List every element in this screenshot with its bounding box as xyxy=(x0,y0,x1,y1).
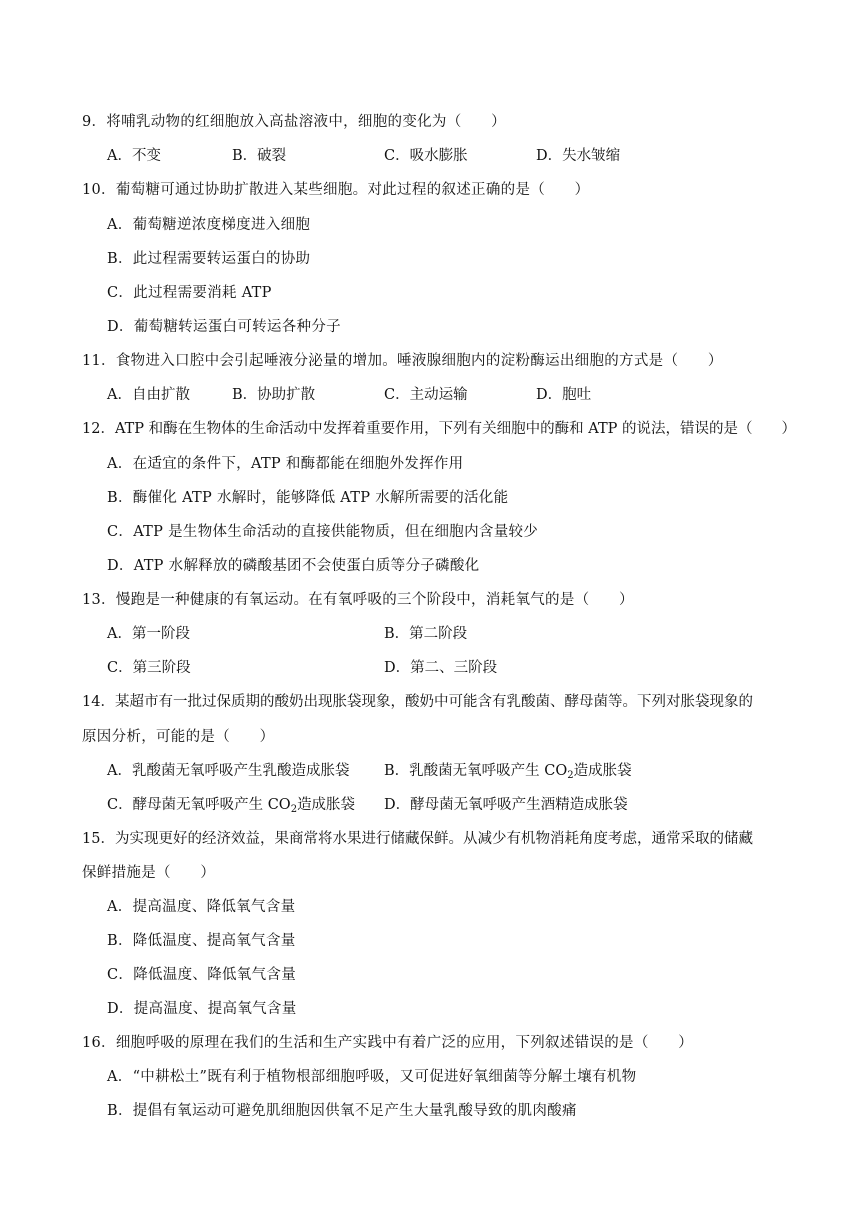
q15-option-c: C．降低温度、降低氧气含量 xyxy=(107,967,296,983)
q9-option-a: A．不变 xyxy=(107,148,161,164)
question-15-stem-continued: 保鲜措施是（ ） xyxy=(82,865,216,881)
q10-option-b: B．此过程需要转运蛋白的协助 xyxy=(107,251,311,267)
q14-option-c: C．酵母菌无氧呼吸产生 $CO_2$造成胀袋 xyxy=(107,797,356,815)
q10-option-c: C．此过程需要消耗 ATP xyxy=(107,285,272,301)
q11-option-d: D．胞吐 xyxy=(536,387,592,403)
q14-option-b: B．乳酸菌无氧呼吸产生 $CO_2$造成胀袋 xyxy=(384,763,632,781)
q13-option-a: A．第一阶段 xyxy=(107,626,190,642)
q15-option-b: B．降低温度、提高氧气含量 xyxy=(107,933,296,949)
question-12-stem: 12．ATP 和酶在生物体的生命活动中发挥着重要作用，下列有关细胞中的酶和 ATP 的说法，错误的是（ ） xyxy=(82,421,796,437)
q12-option-b: B．酶催化 ATP 水解时，能够降低 ATP 水解所需要的活化能 xyxy=(107,490,509,506)
q14-option-d: D．酵母菌无氧呼吸产生酒精造成胀袋 xyxy=(384,797,628,813)
q13-option-c: C．第三阶段 xyxy=(107,660,191,676)
q10-option-a: A．葡萄糖逆浓度梯度进入细胞 xyxy=(107,217,311,233)
question-10-stem: 10．葡萄糖可通过协助扩散进入某些细胞。对此过程的叙述正确的是（ ） xyxy=(82,182,590,198)
q16-option-a: A．“中耕松土”既有利于植物根部细胞呼吸，又可促进好氧细菌等分解土壤有机物 xyxy=(107,1069,637,1085)
q12-option-c: C．ATP 是生物体生命活动的直接供能物质，但在细胞内含量较少 xyxy=(107,524,539,540)
question-14-stem: 14．某超市有一批过保质期的酸奶出现胀袋现象，酸奶中可能含有乳酸菌、酵母菌等。下列对胀袋现象的 xyxy=(82,694,753,710)
q13-option-b: B．第二阶段 xyxy=(384,626,468,642)
question-13-stem: 13．慢跑是一种健康的有氧运动。在有氧呼吸的三个阶段中，消耗氧气的是（ ） xyxy=(82,592,634,608)
question-14-stem-continued: 原因分析，可能的是（ ） xyxy=(82,729,275,745)
q12-option-a: A．在适宜的条件下，ATP 和酶都能在细胞外发挥作用 xyxy=(107,456,464,472)
q10-option-d: D．葡萄糖转运蛋白可转运各种分子 xyxy=(107,319,341,335)
q13-option-d: D．第二、三阶段 xyxy=(384,660,498,676)
q15-option-d: D．提高温度、提高氧气含量 xyxy=(107,1001,297,1017)
q11-option-b: B．协助扩散 xyxy=(232,387,316,403)
q14-option-a: A．乳酸菌无氧呼吸产生乳酸造成胀袋 xyxy=(107,763,350,779)
question-15-stem: 15．为实现更好的经济效益，果商常将水果进行储藏保鲜。从减少有机物消耗角度考虑，通常采取的储藏 xyxy=(82,831,753,847)
q11-option-c: C．主动运输 xyxy=(384,387,468,403)
q16-option-b: B．提倡有氧运动可避免肌细胞因供氧不足产生大量乳酸导致的肌肉酸痛 xyxy=(107,1103,577,1119)
q9-option-c: C．吸水膨胀 xyxy=(384,148,468,164)
q9-option-b: B．破裂 xyxy=(232,148,287,164)
q12-option-d: D．ATP 水解释放的磷酸基团不会使蛋白质等分子磷酸化 xyxy=(107,558,480,574)
question-9-stem: 9．将哺乳动物的红细胞放入高盐溶液中，细胞的变化为（ ） xyxy=(82,114,506,130)
q15-option-a: A．提高温度、降低氧气含量 xyxy=(107,899,296,915)
q9-option-d: D．失水皱缩 xyxy=(536,148,621,164)
question-11-stem: 11．食物进入口腔中会引起唾液分泌量的增加。唾液腺细胞内的淀粉酶运出细胞的方式是（ ） xyxy=(82,353,723,369)
q11-option-a: A．自由扩散 xyxy=(107,387,190,403)
question-16-stem: 16．细胞呼吸的原理在我们的生活和生产实践中有着广泛的应用，下列叙述错误的是（ ） xyxy=(82,1035,694,1051)
